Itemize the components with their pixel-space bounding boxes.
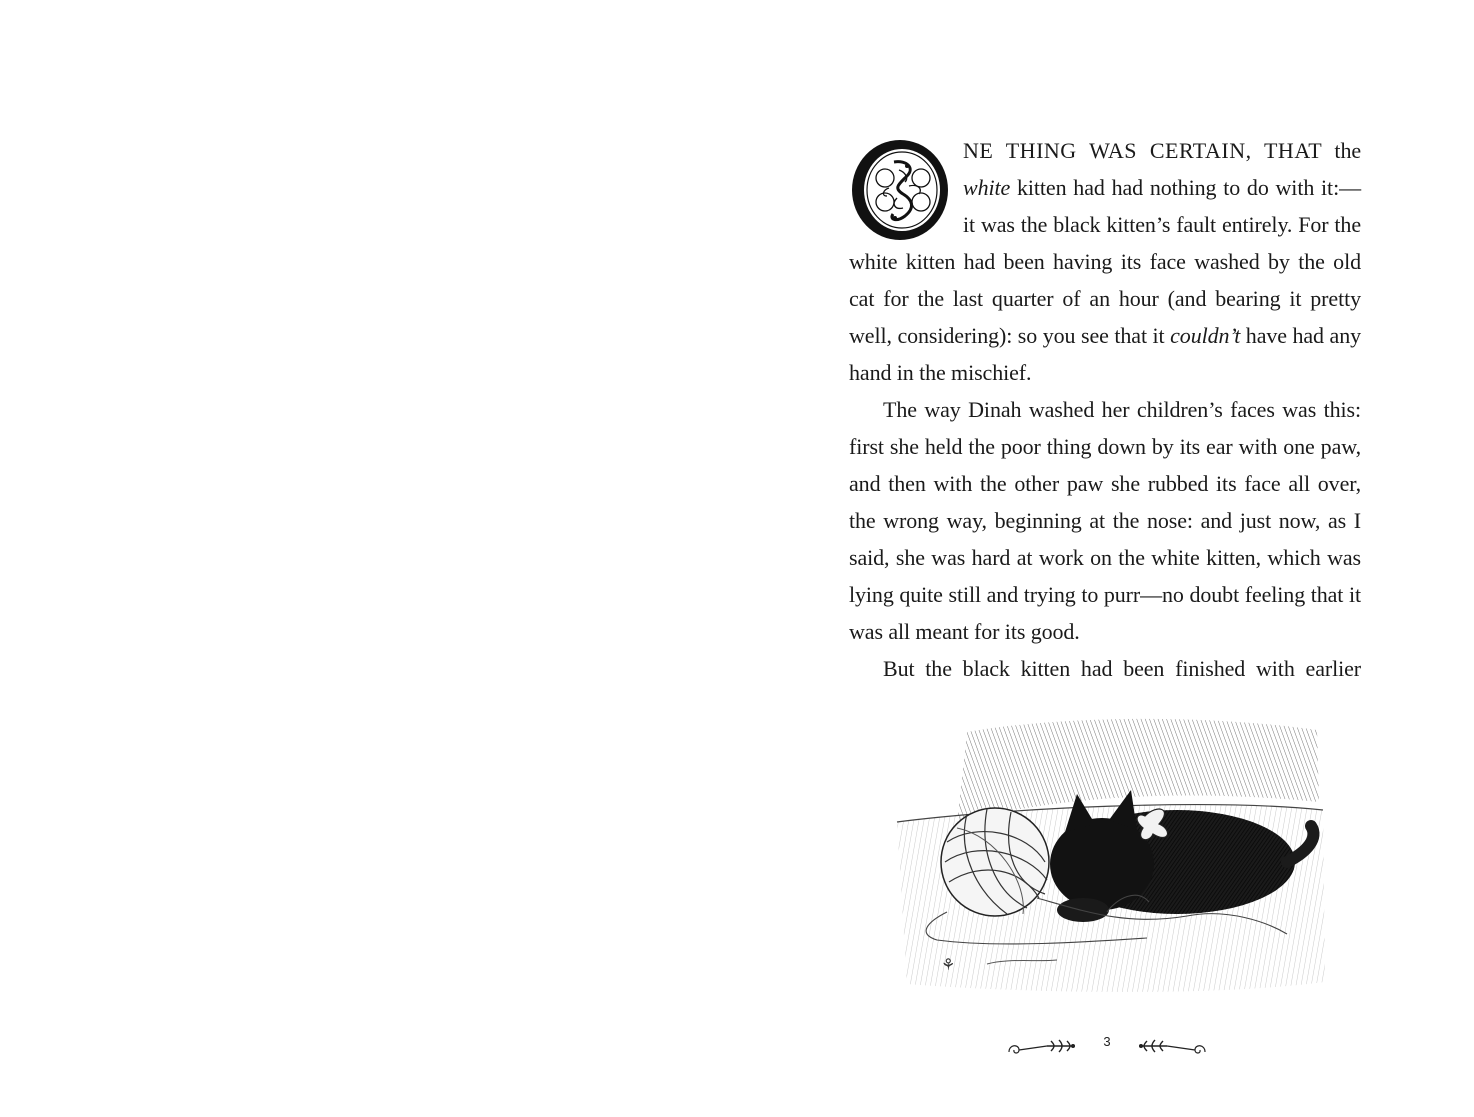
paragraph-1 xyxy=(849,132,1361,391)
paragraph-3: But the black kitten had been finished with earlier xyxy=(883,656,1361,681)
page-folio xyxy=(1007,1030,1207,1060)
text-run: kitten had had nothing to do with it:—it was the black kitten’s fault entirely. For the white kitten had been having its face washed by the old cat for the last quarter of an hour (and bearing it pretty well, considering): so you see that it xyxy=(849,175,1361,348)
kitten-yarn-illustration xyxy=(887,712,1327,1002)
paragraph-2: The way Dinah washed her children’s faces was this: first she held the poor thing down by its ear with one paw, and then with the other paw she rubbed its face all over, the wrong way, beginning at the nose: and just now, as I said, she was hard at work on the white kitten, which was lying quite still and trying to purr—no doubt feeling that it was all meant for its good. xyxy=(849,397,1361,644)
svg-text:⚘: ⚘ xyxy=(941,955,956,974)
text-run: have had any hand in the mischief. xyxy=(849,323,1361,385)
page-number: 3 xyxy=(1103,1034,1111,1049)
engraving-kitten-with-yarn xyxy=(887,712,1327,1002)
italic-word: couldn’t xyxy=(1170,323,1241,348)
drop-cap-o-ornament xyxy=(849,138,951,242)
ornamental-initial-o xyxy=(849,138,951,242)
body-text xyxy=(849,132,1361,687)
right-flourish-ornament xyxy=(1135,1032,1207,1058)
text-run: the xyxy=(1322,138,1362,163)
italic-word: white xyxy=(963,175,1011,200)
right-page xyxy=(737,0,1474,1117)
opening-caps: NE THING WAS CERTAIN, THAT xyxy=(963,138,1323,163)
